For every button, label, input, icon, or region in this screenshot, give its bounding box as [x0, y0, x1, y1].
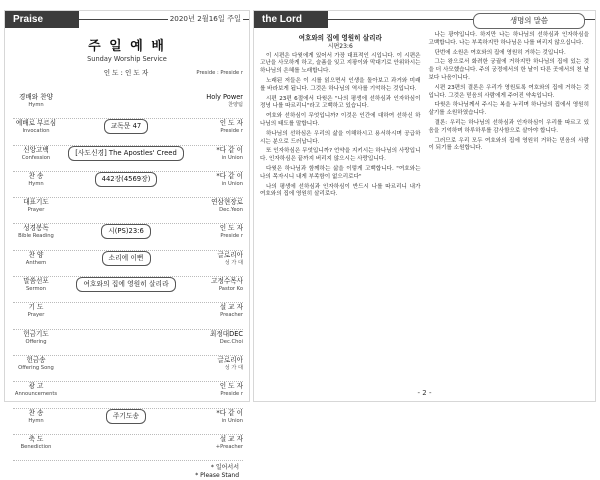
sermon-paragraph: 다윗은 하나님께서 주시는 복을 누리며 하나님의 집에서 영원히 살기를 소원하였습니다.: [428, 102, 589, 117]
section-title: 생명의 말씀: [473, 13, 585, 29]
order-item-name: 헌금기도: [23, 329, 49, 338]
order-item-content: [59, 146, 193, 161]
right-header: [254, 11, 595, 28]
order-item-name: 찬 송: [28, 171, 44, 180]
order-item-english: Confession: [21, 154, 51, 161]
order-row: [13, 435, 243, 461]
order-item-label: [13, 198, 59, 214]
order-leader-english: Preside r: [220, 128, 243, 135]
order-item-name: 예배로 부르심: [15, 119, 57, 128]
sermon-text-2: [429, 32, 590, 153]
sermon-paragraph: 다윗은 하나님과 함께하는 삶을 이렇게 고백합니다. "여호와는 나의 목자시니 내게 부족함이 없으리로다": [260, 165, 421, 180]
order-row: [13, 382, 243, 408]
order-item-content: [59, 277, 193, 292]
order-item-leader: [193, 93, 243, 109]
order-leader-name: 고정수목사: [211, 277, 243, 286]
order-item-name: 말씀선포: [23, 277, 49, 286]
sermon-page: [253, 10, 596, 402]
sermon-paragraph: 시편 23편 6절에서 다윗은 "나의 평생에 선하심과 인자하심이 정녕 나를 따르리니"라고 고백하고 있습니다.: [260, 95, 421, 110]
praise-tag: Praise: [5, 11, 79, 28]
order-item-english: Announcements: [14, 391, 58, 398]
order-leader-english: 성 가 대: [224, 364, 243, 371]
order-leader-name: *다 같 이: [216, 171, 243, 180]
order-leader-english: Preside r: [220, 391, 243, 398]
order-item-english: Offering Song: [18, 364, 54, 371]
order-item-label: [13, 172, 59, 188]
order-item-leader: [193, 251, 243, 267]
order-item-leader: [193, 146, 243, 162]
order-leader-english: +Preacher: [215, 443, 243, 450]
order-item-label: [13, 251, 59, 267]
order-item-name: 경배와 찬양: [19, 93, 53, 101]
sermon-paragraph: 또 인자하심은 무엇입니까? 언약을 지키시는 하나님의 사랑입니다. 인자하심은 끝까지 버리지 않으시는 사랑입니다.: [260, 148, 421, 163]
order-item-english: Hymn: [28, 102, 44, 108]
order-leader-name: 글로리아: [217, 250, 243, 259]
order-item-english: Sermon: [25, 286, 47, 293]
lord-tag: the Lord: [254, 11, 328, 28]
order-item-english: Prayer: [27, 312, 45, 319]
order-item-english: Anthem: [25, 259, 47, 266]
order-item-name: 찬 송: [28, 408, 44, 417]
sermon-paragraph: 시편 23편의 결론은 우리가 영원토록 여호와의 집에 거하는 것입니다. 그것은 믿음의 사람에게 주어진 약속입니다.: [428, 84, 589, 99]
order-item-label: [13, 224, 59, 240]
order-row: [13, 93, 243, 119]
order-item-label: [13, 330, 59, 346]
order-item-leader: [193, 224, 243, 240]
stand-note-ko: * 일어서서: [210, 464, 239, 472]
order-item-name: 찬 양: [28, 250, 44, 259]
order-item-content-box: 시(PS)23:6: [101, 224, 151, 239]
sermon-paragraph: 결론: 우리는 하나님의 선하심과 인자하심이 우리를 따르고 있음을 기억하며 하루하루를 감사함으로 살아야 합니다.: [428, 119, 589, 134]
order-leader-english: in Union: [221, 154, 243, 161]
order-row: [13, 146, 243, 172]
order-item-leader: [193, 409, 243, 425]
sermon-columns: [254, 28, 595, 201]
order-leader-english: Preside r: [220, 233, 243, 240]
order-leader-name: 글로리아: [217, 355, 243, 364]
order-item-name: 광 고: [28, 382, 44, 391]
order-item-leader: [193, 119, 243, 135]
order-item-content: [59, 224, 193, 239]
sermon-paragraph: 그러므로 우리 모두 여호와의 집에 영원히 거하는 믿음의 사람이 되기를 소원합니다.: [428, 137, 589, 152]
order-item-leader: [193, 69, 243, 77]
order-leader-name: 인 도 자: [219, 119, 243, 128]
stand-note: [5, 464, 249, 480]
order-item-content-box: 주기도송: [106, 409, 146, 424]
order-leader-name: 연삼현장로: [211, 198, 243, 207]
order-leader-name: *다 같 이: [216, 145, 243, 154]
order-item-leader: [193, 435, 243, 451]
order-item-label: [13, 93, 59, 109]
order-leader-english: Preacher: [220, 312, 243, 319]
order-item-english: Benediction: [20, 443, 52, 450]
order-leader-english: in Union: [221, 180, 243, 187]
order-row: [13, 224, 243, 250]
order-item-label: [13, 119, 59, 135]
scripture-reference: 시편23:6: [327, 42, 353, 50]
sermon-column-1: [260, 32, 421, 201]
order-item-leader: [193, 356, 243, 372]
sermon-paragraph: 이 시편은 다윗에게 있어서 가장 대표적인 시입니다. 이 시편은 고난을 사모하게 하고, 슬픔을 잊고 지팡이와 막대기로 안위하시는 하나님의 은혜를 노래합니다.: [260, 52, 421, 75]
order-item-name: 대표기도: [23, 198, 49, 207]
order-leader-name: 설 교 자: [219, 303, 243, 312]
order-item-leader: [193, 330, 243, 346]
order-item-leader: [193, 382, 243, 398]
order-item-label: [13, 435, 59, 451]
order-item-content-box: 교독문 47: [104, 119, 149, 134]
order-row: [13, 119, 243, 145]
sermon-paragraph: 하나님의 선하심은 우리의 삶을 이해하시고 용서하시며 공급하시는 분으로 드러납니다.: [260, 130, 421, 145]
left-header: [5, 11, 249, 28]
order-item-english: Invocation: [22, 128, 50, 135]
order-item-english: Bible Reading: [18, 233, 54, 240]
order-item-content: [59, 172, 193, 187]
order-item-content-box: 인 도 : 인 도 자: [103, 69, 149, 77]
order-row: [13, 198, 243, 224]
order-item-english: Hymn: [28, 180, 44, 187]
order-leader-name: 인 도 자: [219, 382, 243, 391]
order-leader-english: Preside : Preside r: [196, 70, 243, 76]
sermon-column-2: [429, 32, 590, 201]
order-leader-name: 최정대DEC: [210, 329, 243, 338]
stand-note-en: * Please Stand: [195, 472, 239, 480]
order-item-name: 기 도: [28, 303, 44, 312]
order-leader-english: 찬양팀: [227, 102, 243, 108]
order-item-label: [13, 303, 59, 319]
order-row: [13, 356, 243, 382]
order-item-label: [13, 146, 59, 162]
order-leader-name: *다 같 이: [216, 408, 243, 417]
order-item-name: 축 도: [28, 434, 44, 443]
order-row: [13, 172, 243, 198]
sermon-paragraph: 나의 평생에 선하심과 인자하심이 반드시 나를 따르리니 내가 여호와의 집에 영원히 살리로다.: [260, 183, 421, 198]
service-date: 2020년 2월16일 주일: [169, 14, 241, 23]
sermon-paragraph: 단번에 소원은 여호와의 집에 영원히 거하는 것입니다.: [434, 49, 566, 56]
order-item-leader: [193, 277, 243, 293]
order-item-name: 헌금송: [26, 355, 46, 364]
order-row: [13, 409, 243, 435]
order-item-label: [13, 356, 59, 372]
order-item-label: [13, 409, 59, 425]
order-item-content: [59, 251, 193, 266]
order-item-english: Hymn: [28, 417, 44, 424]
sermon-paragraph: 노래된 저들은 이 시를 읽으면서 인생을 돌아보고 과거와 미래를 바라보게 됩니다. 그것은 하나님의 역사를 기억하는 것입니다.: [260, 77, 421, 92]
order-item-content-box: 여호와의 집에 영원히 살리라: [76, 277, 175, 292]
order-leader-english: Dec.Choi: [219, 338, 243, 345]
order-leader-name: 설 교 자: [219, 434, 243, 443]
order-item-english: Offering: [25, 338, 47, 345]
order-row: [13, 69, 243, 93]
sermon-text-1: [260, 53, 421, 200]
order-item-label: [13, 382, 59, 398]
sermon-title: 여호와의 집에 영원히 살리라: [298, 34, 382, 42]
order-row: [13, 251, 243, 277]
sermon-paragraph: 그는 왕으로서 화려한 궁궐에 거하지만 하나님의 집에 있는 것을 더 사모했습니다. 주의 궁정에서의 한 날이 다른 곳에서의 천 날보다 나음이니다.: [428, 59, 589, 81]
order-item-name: 성경봉독: [23, 224, 49, 233]
order-item-leader: [193, 172, 243, 188]
order-item-label: [13, 277, 59, 293]
worship-order-page: [4, 10, 250, 480]
order-leader-name: 인 도 자: [219, 224, 243, 233]
order-leader-english: Dec.Yeon: [219, 207, 243, 214]
order-item-content-box: 442장(4569장): [95, 172, 158, 187]
order-item-content: [59, 69, 193, 77]
order-item-content: [59, 119, 193, 134]
order-leader-english: Pastor Ko: [218, 286, 243, 293]
order-item-content: [59, 409, 193, 424]
order-item-content-box: 소리에 이뻔: [102, 251, 151, 266]
order-leader-name: Holy Power: [206, 93, 243, 101]
order-item-english: Prayer: [27, 207, 45, 214]
order-item-leader: [193, 303, 243, 319]
order-leader-english: in Union: [221, 417, 243, 424]
service-subtitle: Sunday Worship Service: [87, 55, 167, 63]
order-row: [13, 277, 243, 303]
service-title: 주 일 예 배: [88, 39, 166, 54]
order-leader-english: 성 가 대: [224, 259, 243, 266]
order-item-leader: [193, 198, 243, 214]
page-number: - 2 -: [417, 389, 432, 397]
order-row: [13, 330, 243, 356]
order-of-service: [5, 69, 249, 461]
sermon-paragraph: 여호와 선하심이 무엇입니까? 이것은 인간에 대하여 선하신 하나님의 태도를 말합니다.: [260, 113, 421, 127]
order-item-name: 신앙고백: [23, 145, 49, 154]
order-row: [13, 303, 243, 329]
sermon-paragraph: 나는 광야입니다. 하지만 나는 하나님의 선하심과 인자하심을 고백합니다. 나는 부족하지만 하나님은 나를 버리지 않으십니다.: [428, 32, 589, 46]
order-item-content-box: [사도신경] The Apostles' Creed: [68, 146, 184, 161]
